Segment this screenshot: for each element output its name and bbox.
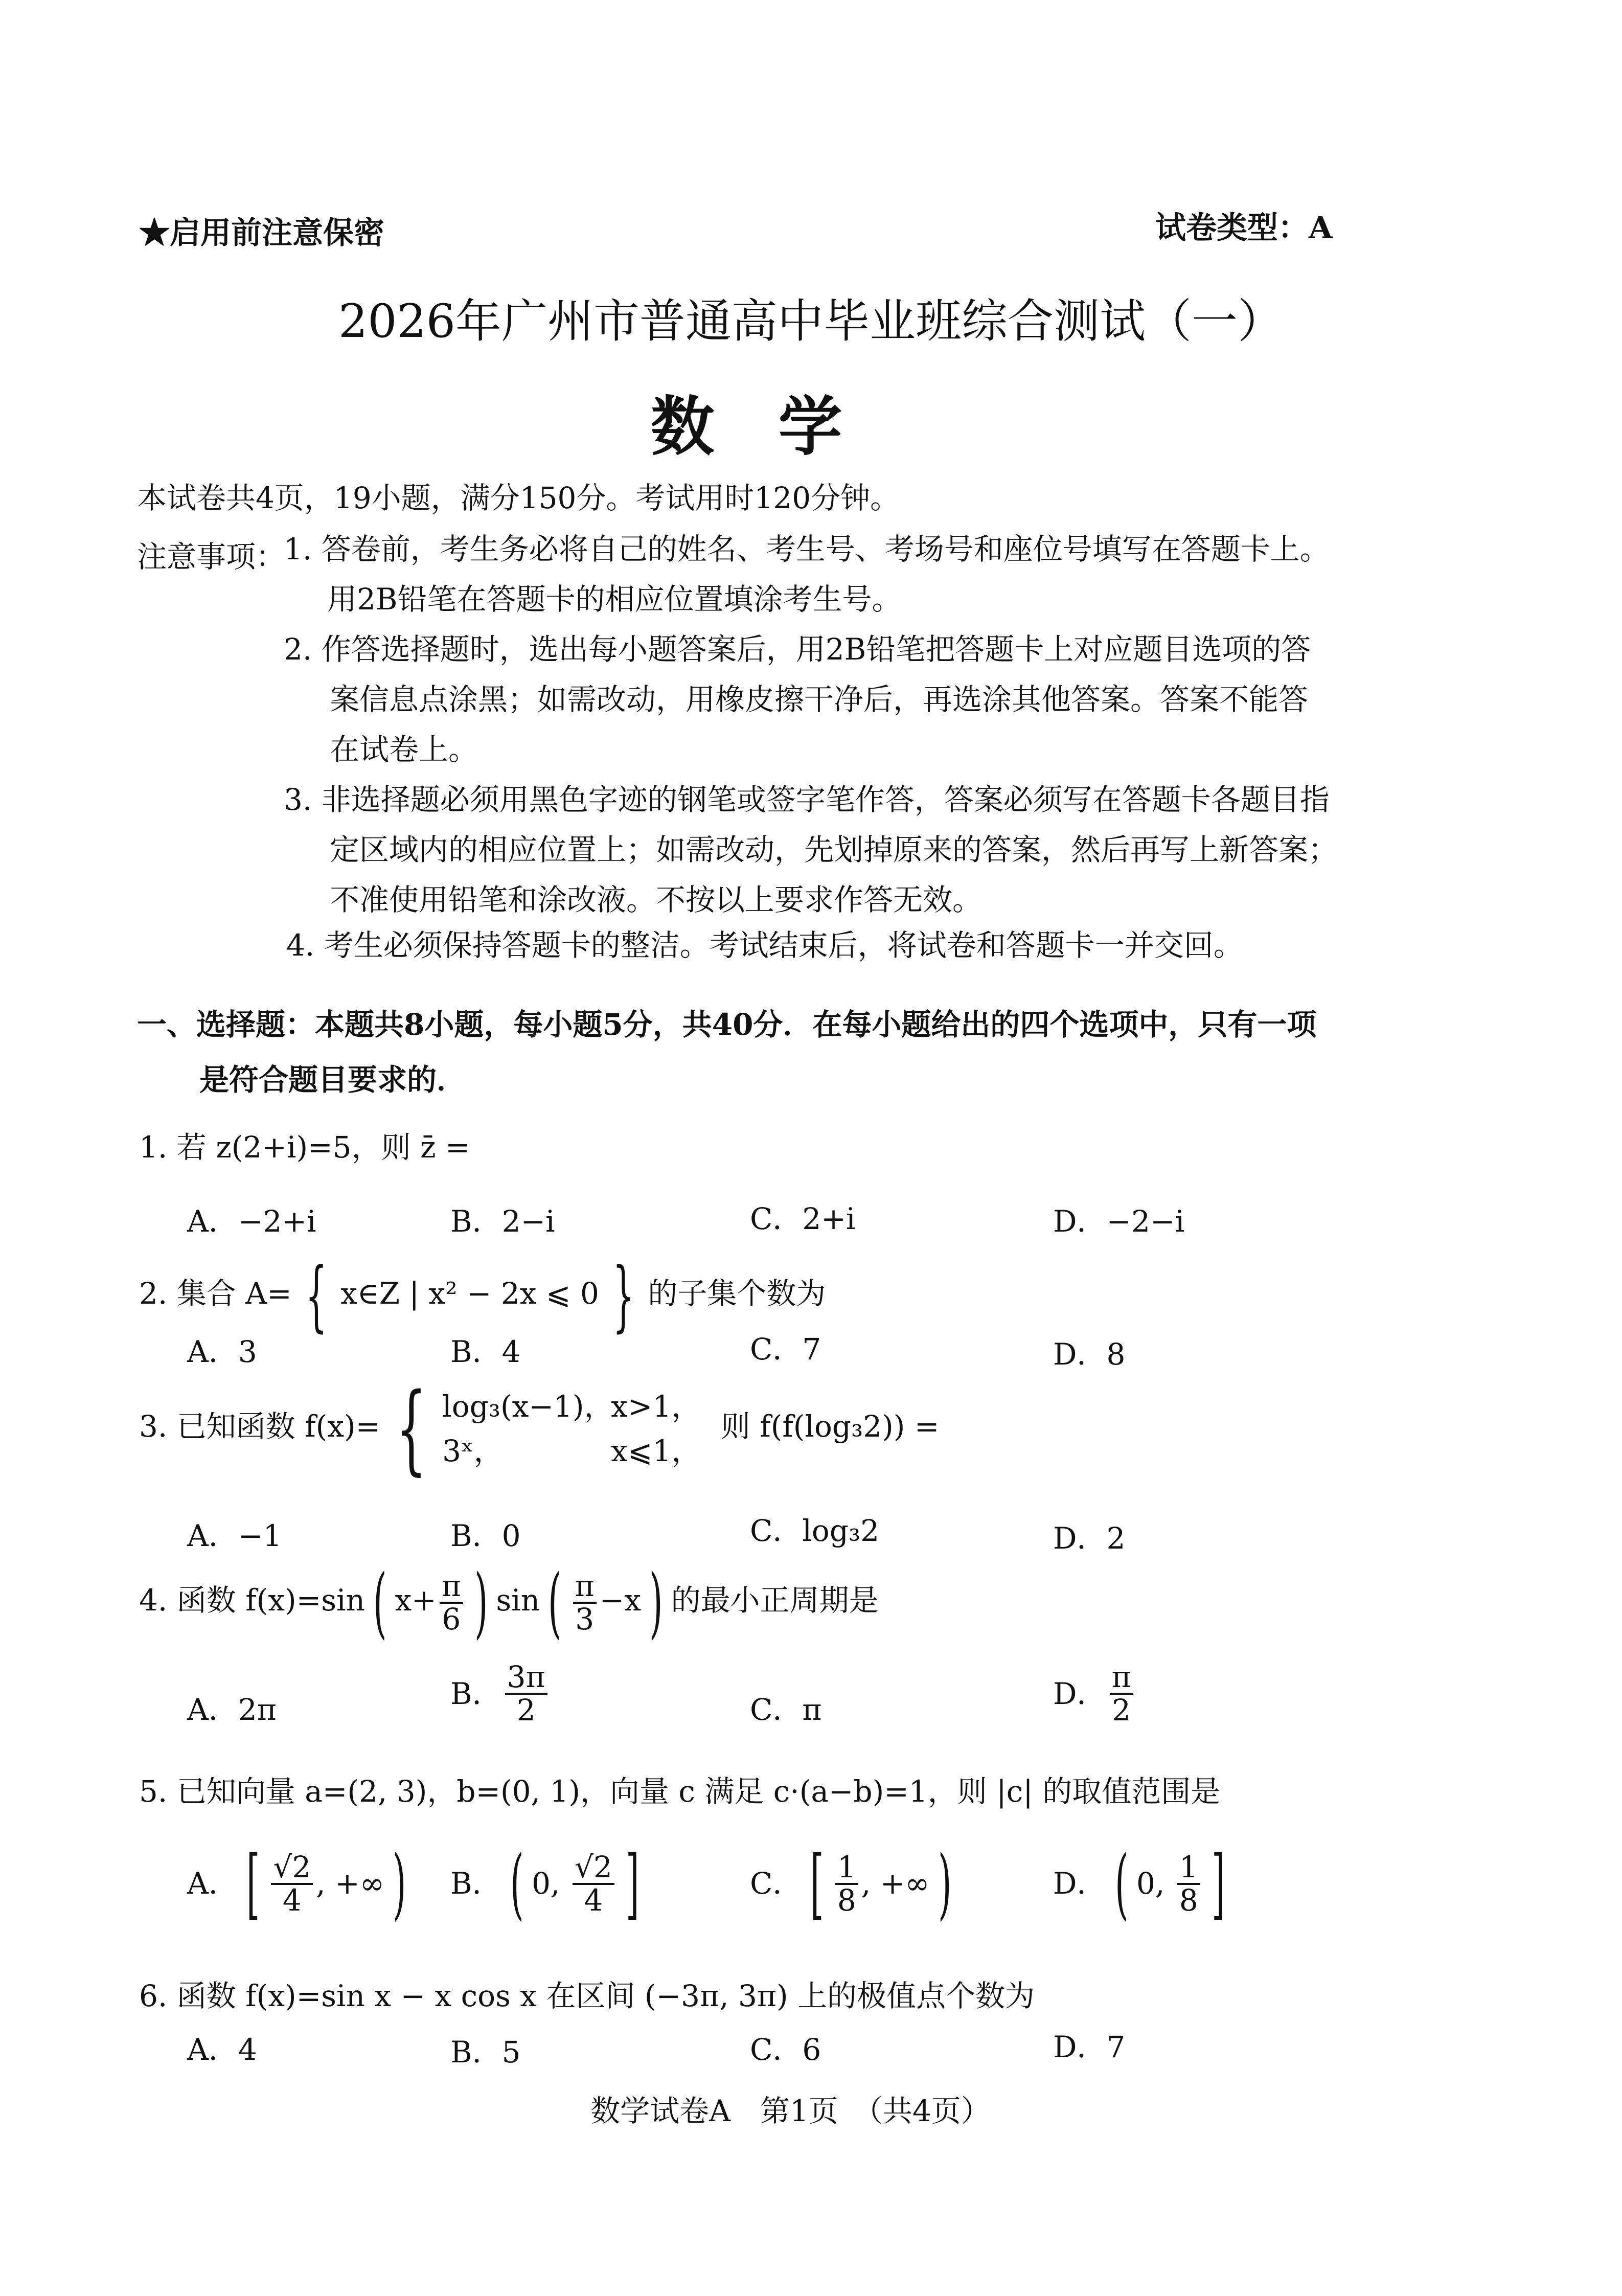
question-number: 1. <box>139 1130 168 1165</box>
fraction <box>1110 1662 1133 1726</box>
numerator: √2 <box>573 1852 614 1885</box>
paren-close: ) <box>474 1558 488 1647</box>
question-number: 3. <box>139 1409 168 1444</box>
denominator: 4 <box>584 1883 603 1918</box>
denominator: 6 <box>442 1602 461 1636</box>
question-number: 4. <box>139 1583 168 1618</box>
fraction <box>271 1852 313 1916</box>
option-d: D．−2−i <box>1053 1204 1185 1239</box>
option-c: C．6 <box>750 2032 821 2067</box>
option-b: B．5 <box>450 2035 521 2070</box>
page-footer: 数学试卷A 第1页 （共4页） <box>590 2094 991 2128</box>
interval-open: [ <box>246 1839 260 1928</box>
paper-type: 试卷类型：A <box>1155 210 1333 246</box>
question-number: 5. <box>139 1774 168 1809</box>
option-label: B． <box>450 1676 502 1711</box>
note-line: 3. 非选择题必须用黑色字迹的钢笔或签字笔作答，答案必须写在答题卡各题目指 <box>284 782 1330 817</box>
option-label: A． <box>187 1866 238 1901</box>
denominator: 2 <box>1112 1692 1131 1727</box>
condition-2: x⩽1， <box>611 1434 701 1468</box>
interval-close: ] <box>625 1839 639 1928</box>
interval-close: ) <box>393 1839 406 1928</box>
confidential-label: ★启用前注意保密 <box>139 215 384 251</box>
fraction <box>835 1852 858 1916</box>
question-stem: 函数 f(x)=sin x − x cos x 在区间 (−3π, 3π) 上的极值点个数为 <box>176 1979 1035 2013</box>
option-a: A．3 <box>187 1334 257 1369</box>
interval-open: [ <box>810 1839 824 1928</box>
paren-open: ( <box>548 1558 562 1647</box>
condition-1: x>1， <box>611 1389 701 1424</box>
paren-open: ( <box>373 1558 387 1647</box>
paren-close: ) <box>649 1558 663 1647</box>
fraction <box>505 1662 547 1726</box>
option-a: A．−1 <box>187 1518 282 1553</box>
question-stem-end: 的子集个数为 <box>648 1276 826 1311</box>
option-b <box>450 1662 551 1726</box>
option-a: A．−2+i <box>187 1204 316 1239</box>
question-stem-end: 的最小正周期是 <box>671 1583 879 1618</box>
denominator: 3 <box>575 1602 595 1636</box>
denominator: 8 <box>1179 1883 1198 1918</box>
fraction <box>440 1568 463 1636</box>
numerator: 1 <box>1177 1852 1200 1885</box>
option-d <box>1053 1662 1136 1726</box>
stem-part: −x <box>599 1583 642 1618</box>
option-label: C． <box>750 1866 803 1901</box>
option-b: B．2−i <box>450 1204 555 1239</box>
interval-left: 0, <box>532 1866 569 1901</box>
option-label: D． <box>1053 1676 1107 1711</box>
case-1: log₃(x−1)， <box>442 1389 614 1424</box>
note-line: 2. 作答选择题时，选出每小题答案后，用2B铅笔把答题卡上对应题目选项的答 <box>284 632 1311 667</box>
numerator: π <box>573 1571 597 1604</box>
option-a: A．4 <box>187 2032 257 2067</box>
option-b: B．0 <box>450 1518 521 1553</box>
subject-title: 数 学 <box>650 390 842 464</box>
fraction <box>573 1852 614 1916</box>
option-label: B． <box>450 1866 502 1901</box>
question-number: 2. <box>139 1276 168 1311</box>
option-c <box>750 1692 822 1728</box>
option-d: D．7 <box>1053 2030 1126 2064</box>
interval-open: ( <box>1114 1839 1128 1928</box>
left-brace: { <box>305 1252 327 1340</box>
option-d: D．2 <box>1053 1521 1126 1556</box>
fraction <box>573 1568 597 1636</box>
option-value: 2π <box>238 1692 277 1727</box>
notes-label: 注意事项： <box>137 539 286 574</box>
case-2: 3ˣ， <box>442 1434 504 1468</box>
question-stem: 已知向量 a=(2, 3)，b=(0, 1)，向量 c 满足 c·(a−b)=1，则 |c| 的取值范围是 <box>176 1774 1221 1809</box>
fraction <box>1177 1852 1200 1916</box>
set-builder: x∈Z | x² − 2x ⩽ 0 <box>340 1276 599 1311</box>
question-stem: 若 z(2+i)=5，则 z̄ = <box>176 1130 470 1165</box>
note-line: 用2B铅笔在答题卡的相应位置填涂考生号。 <box>327 582 902 617</box>
numerator: 3π <box>505 1662 547 1695</box>
exam-title: 2026年广州市普通高中毕业班综合测试（一） <box>338 294 1284 348</box>
denominator: 8 <box>837 1883 856 1918</box>
denominator: 2 <box>516 1692 536 1727</box>
stem-part: x+ <box>395 1583 437 1618</box>
piecewise-brace: { <box>396 1372 427 1485</box>
option-c: C．log₃2 <box>750 1513 880 1548</box>
option-c: C．7 <box>750 1332 821 1367</box>
right-brace: } <box>612 1252 635 1340</box>
option-label: C． <box>750 1692 803 1727</box>
interval-open: ( <box>510 1839 524 1928</box>
option-d: D．8 <box>1053 1337 1126 1372</box>
option-c <box>750 1839 960 1928</box>
interval-right: , +∞ <box>316 1866 385 1901</box>
note-line: 在试卷上。 <box>330 732 478 767</box>
option-value: π <box>802 1692 822 1727</box>
option-b: B．4 <box>450 1334 521 1369</box>
numerator: √2 <box>271 1852 313 1885</box>
note-line: 4. 考生必须保持答题卡的整洁。考试结束后，将试卷和答题卡一并交回。 <box>286 928 1243 963</box>
exam-intro: 本试卷共4页，19小题，满分150分。考试用时120分钟。 <box>137 481 900 515</box>
option-b <box>450 1839 647 1928</box>
section-heading-cont: 是符合题目要求的． <box>199 1062 467 1097</box>
option-label: D． <box>1053 1866 1107 1901</box>
note-line: 定区域内的相应位置上；如需改动，先划掉原来的答案，然后再写上新答案； <box>330 832 1338 867</box>
interval-left: 0, <box>1136 1866 1174 1901</box>
question-stem: 函数 f(x)=sin <box>176 1583 365 1618</box>
note-line: 1. 答卷前，考生务必将自己的姓名、考生号、考场号和座位号填写在答题卡上。 <box>284 532 1330 566</box>
interval-right: , +∞ <box>861 1866 930 1901</box>
question-stem: 集合 A= <box>176 1276 292 1311</box>
interval-close: ) <box>938 1839 952 1928</box>
interval-close: ] <box>1211 1839 1225 1928</box>
option-c: C．2+i <box>750 1201 856 1236</box>
numerator: π <box>1110 1662 1133 1695</box>
numerator: 1 <box>835 1852 858 1885</box>
option-d <box>1053 1839 1233 1928</box>
question-number: 6. <box>139 1979 168 2013</box>
note-line: 案信息点涂黑；如需改动，用橡皮擦干净后，再选涂其他答案。答案不能答 <box>330 682 1309 717</box>
option-label: A． <box>187 1692 238 1727</box>
question-stem: 已知函数 f(x)= <box>176 1409 381 1444</box>
stem-part: sin <box>496 1583 540 1618</box>
piecewise-cases <box>442 1384 701 1473</box>
numerator: π <box>440 1571 463 1604</box>
section-heading: 一、选择题：本题共8小题，每小题5分，共40分．在每小题给出的四个选项中，只有一项 <box>137 1007 1317 1042</box>
note-line: 不准使用铅笔和涂改液。不按以上要求作答无效。 <box>330 882 983 917</box>
option-a <box>187 1692 277 1728</box>
denominator: 4 <box>282 1883 302 1918</box>
question-stem-end: 则 f(f(log₃2)) = <box>720 1409 940 1444</box>
option-a <box>187 1839 415 1928</box>
